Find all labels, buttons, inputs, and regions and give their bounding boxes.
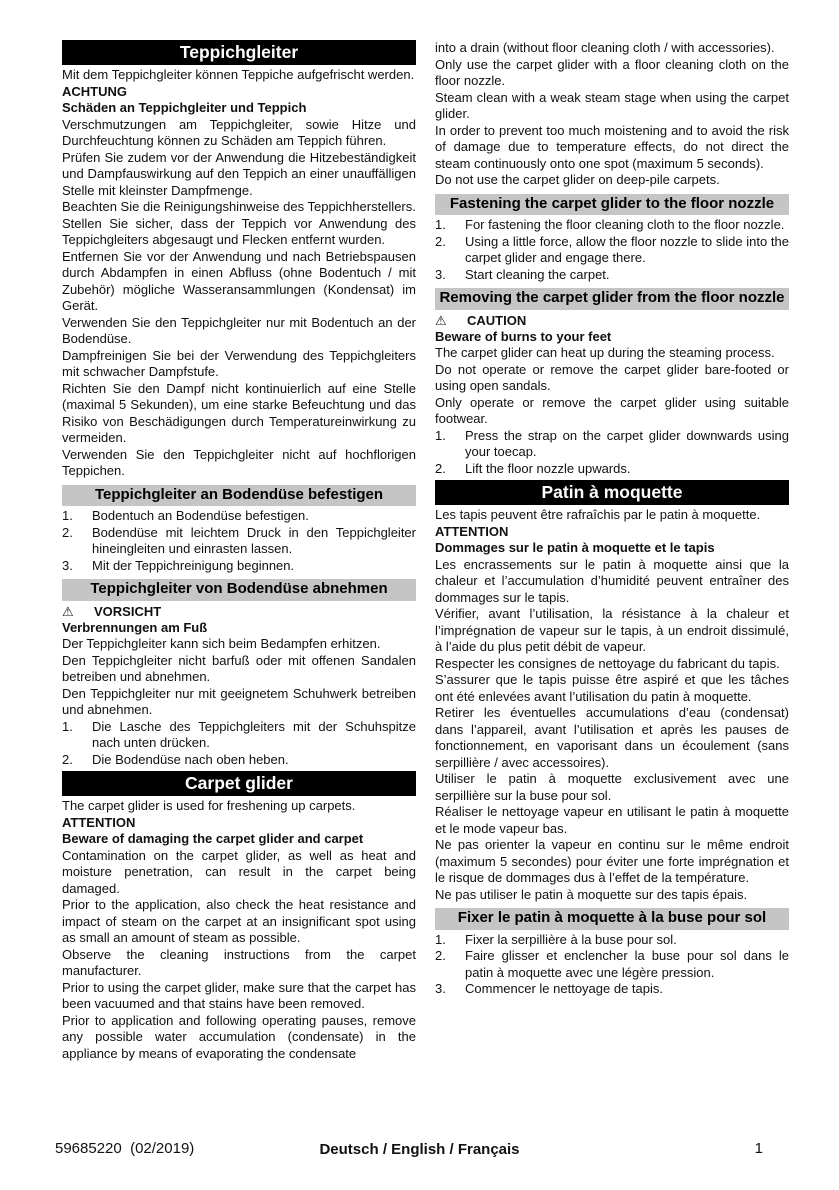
paragraph: Prior to application and following operating pauses, remove any possible water accumulation (condensate) in the appliance by means of evaporating the condensate <box>62 1012 416 1061</box>
list-item <box>435 932 789 949</box>
paragraph: Only use the carpet glider with a floor cleaning cloth on the floor nozzle. <box>435 56 789 88</box>
paragraph: The carpet glider is used for freshening up carpets. <box>62 798 356 813</box>
list-item <box>62 752 416 769</box>
bold-heading: Schäden an Teppichgleiter und Teppich <box>62 100 307 115</box>
list-item-text: Using a little force, allow the floor nozzle to slide into the carpet glider and engage there. <box>465 233 789 265</box>
paragraph: Respecter les consignes de nettoyage du fabricant du tapis. <box>435 655 780 671</box>
page-number: 1 <box>754 1140 763 1157</box>
paragraph: Utiliser le patin à moquette exclusivement avec une serpillière sur la buse pour sol. <box>435 771 789 803</box>
paragraph: Verwenden Sie den Teppichgleiter nur mit Bodentuch an der Bodendüse. <box>62 314 416 346</box>
list-item-number: 3. <box>435 981 446 996</box>
section-header-secondary: Fastening the carpet glider to the floor nozzle <box>435 194 789 216</box>
list-item-number: 2. <box>435 460 446 476</box>
list-item-number: 3. <box>62 557 73 573</box>
paragraph: In order to prevent too much moistening and to avoid the risk of damage due to temperature effects, do not direct the steam continuously onto one spot (maximum 5 seconds). <box>435 122 789 171</box>
bold-heading: Verbrennungen am Fuß <box>62 619 208 635</box>
numbered-list <box>435 217 789 283</box>
list-item-text: Fixer la serpillière à la buse pour sol. <box>465 931 677 947</box>
paragraph: Contamination on the carpet glider, as well as heat and moisture penetration, can result in the carpet being damaged. <box>62 847 416 896</box>
list-item-number: 2. <box>62 751 73 767</box>
list-item-text: Lift the floor nozzle upwards. <box>465 460 631 476</box>
list-item-text: Bodentuch an Bodendüse befestigen. <box>92 508 309 523</box>
list-item-text: Start cleaning the carpet. <box>465 266 610 282</box>
paragraph: Prüfen Sie zudem vor der Anwendung die Hitzebeständigkeit und Dampfauswirkung auf den Teppich an einer unauffälligen Stelle mit kleinster Dampfmenge. <box>62 149 416 198</box>
list-item <box>435 461 789 478</box>
signal-word: CAUTION <box>467 312 527 328</box>
part-number: 59685220 (02/2019) <box>55 1140 195 1157</box>
paragraph: Prior to using the carpet glider, make sure that the carpet has been vacuumed and that stains have been removed. <box>62 979 416 1011</box>
paragraph: Les tapis peuvent être rafraîchis par le patin à moquette. <box>435 507 761 522</box>
paragraph: Stellen Sie sicher, dass der Teppich vor Anwendung des Teppichgleiters abgesaugt und Flecken entfernt wurden. <box>62 215 416 247</box>
languages-label: Deutsch / English / Français <box>319 1141 520 1158</box>
list-item-number: 1. <box>435 217 446 232</box>
paragraph: The carpet glider can heat up during the steaming process. <box>435 345 775 360</box>
paragraph: Do not operate or remove the carpet glider bare-footed or using open sandals. <box>435 361 789 393</box>
paragraph: Vérifier, avant l’utilisation, la résistance à la chaleur et l’imprégnation de vapeur sur le tapis, à un endroit dissimulé, à l’aide du plus petit débit de vapeur. <box>435 606 789 654</box>
signal-word: VORSICHT <box>94 603 162 619</box>
section-header-secondary: Teppichgleiter von Bodendüse abnehmen <box>62 579 416 601</box>
numbered-list <box>62 508 416 574</box>
paragraph: Observe the cleaning instructions from the carpet manufacturer. <box>62 946 416 978</box>
paragraph: Den Teppichgleiter nur mit geeignetem Schuhwerk betreiben und abnehmen. <box>62 685 416 717</box>
paragraph: Do not use the carpet glider on deep-pile carpets. <box>435 172 720 187</box>
list-item <box>435 981 789 998</box>
list-item-text: For fastening the floor cleaning cloth to the floor nozzle. <box>465 217 785 232</box>
column-left <box>62 40 416 1062</box>
paragraph: Verschmutzungen am Teppichgleiter, sowie Hitze und Durchfeuchtung können zu Schäden am Teppich führen. <box>62 116 416 148</box>
list-item-number: 1. <box>435 427 446 443</box>
warning-triangle-icon: ⚠ <box>62 603 74 619</box>
list-item-text: Mit der Teppichreinigung beginnen. <box>92 557 295 573</box>
list-item <box>62 719 416 752</box>
paragraph: Den Teppichgleiter nicht barfuß oder mit offenen Sandalen betreiben und abnehmen. <box>62 652 416 684</box>
list-item <box>435 217 789 234</box>
paragraph: Entfernen Sie vor der Anwendung und nach Betriebspausen durch Abdampfen in einen Abfluss (ohne Bodentuch / mit Zubehör) mögliche Wasseransammlungen (Kondensat) im Gerät. <box>62 248 416 313</box>
list-item-number: 3. <box>435 266 446 282</box>
list-item-text: Faire glisser et enclencher la buse pour sol dans le patin à moquette avec une légère pression. <box>465 948 789 980</box>
list-item-number: 2. <box>435 948 446 963</box>
bold-heading: ATTENTION <box>435 523 509 539</box>
paragraph: Retirer les éventuelles accumulations d’eau (condensat) dans l’appareil, avant l’utilisation et après les pauses de fonctionnement, en vaporisant dans un écoulement (sans serpillière / avec accessoires). <box>435 705 789 770</box>
paragraph: Ne pas utiliser le patin à moquette sur des tapis épais. <box>435 886 748 902</box>
section-header-secondary: Removing the carpet glider from the floor nozzle <box>435 288 789 310</box>
paragraph: into a drain (without floor cleaning cloth / with accessories). <box>435 40 775 55</box>
paragraph: Der Teppichgleiter kann sich beim Bedampfen erhitzen. <box>62 636 381 651</box>
list-item-text: Commencer le nettoyage de tapis. <box>465 981 663 996</box>
list-item <box>435 234 789 267</box>
list-item <box>435 948 789 981</box>
paragraph: Les encrassements sur le patin à moquette ainsi que la chaleur et l’accumulation d’humidité peuvent entraîner des dommages sur le tapis. <box>435 556 789 605</box>
list-item <box>62 508 416 525</box>
list-item-number: 1. <box>435 931 446 947</box>
paragraph: Beachten Sie die Reinigungshinweise des Teppichherstellers. <box>62 199 416 214</box>
numbered-list <box>435 932 789 998</box>
section-header-primary: Patin à moquette <box>435 480 789 505</box>
paragraph: Dampfreinigen Sie bei der Verwendung des Teppichgleiters mit schwacher Dampfstufe. <box>62 347 416 379</box>
content-columns <box>62 40 789 1062</box>
list-item <box>435 428 789 461</box>
list-item <box>62 525 416 558</box>
paragraph: Prior to the application, also check the heat resistance and impact of steam on the carpet at an insignificant spot using as small an amount of steam as possible. <box>62 897 416 945</box>
list-item <box>435 267 789 284</box>
paragraph: Mit dem Teppichgleiter können Teppiche aufgefrischt werden. <box>62 67 415 82</box>
bold-heading: ATTENTION <box>62 814 136 830</box>
column-right <box>435 40 789 1062</box>
paragraph: S’assurer que le tapis puisse être aspiré et que les tâches ont été enlevées avant l’utilisation du patin à moquette. <box>435 672 789 704</box>
paragraph: Steam clean with a weak steam stage when using the carpet glider. <box>435 89 789 121</box>
bold-heading: Dommages sur le patin à moquette et le tapis <box>435 540 715 555</box>
numbered-list <box>435 428 789 478</box>
bold-heading: Beware of burns to your feet <box>435 328 612 344</box>
paragraph: Réaliser le nettoyage vapeur en utilisant le patin à moquette et le mode vapeur bas. <box>435 804 789 836</box>
section-header-secondary: Teppichgleiter an Bodendüse befestigen <box>62 485 416 507</box>
paragraph: Richten Sie den Dampf nicht kontinuierlich auf eine Stelle (maximal 5 Sekunden), um eine starke Befeuchtung und das Risiko von Beschädigungen durch Temperatureinwirkung zu vermeiden. <box>62 380 416 445</box>
bold-heading: Beware of damaging the carpet glider and carpet <box>62 831 364 846</box>
paragraph: Only operate or remove the carpet glider using suitable footwear. <box>435 394 789 426</box>
list-item-number: 1. <box>62 508 73 523</box>
caution-line <box>435 312 789 329</box>
list-item-text: Die Lasche des Teppichgleiters mit der Schuhspitze nach unten drücken. <box>92 718 416 750</box>
numbered-list <box>62 719 416 769</box>
list-item-text: Die Bodendüse nach oben heben. <box>92 751 289 767</box>
page-footer <box>0 1140 839 1162</box>
bold-heading: ACHTUNG <box>62 83 127 99</box>
section-header-secondary: Fixer le patin à moquette à la buse pour sol <box>435 908 789 930</box>
section-header-primary: Carpet glider <box>62 771 416 796</box>
list-item-number: 2. <box>62 524 73 540</box>
section-header-primary: Teppichgleiter <box>62 40 416 65</box>
list-item-text: Bodendüse mit leichtem Druck in den Teppichgleiter hineingleiten und einrasten lassen. <box>92 524 416 556</box>
list-item <box>62 558 416 575</box>
list-item-number: 2. <box>435 233 446 249</box>
list-item-text: Press the strap on the carpet glider downwards using your toecap. <box>465 427 789 459</box>
paragraph: Verwenden Sie den Teppichgleiter nicht auf hochflorigen Teppichen. <box>62 446 416 478</box>
caution-line <box>62 603 416 620</box>
paragraph: Ne pas orienter la vapeur en continu sur le même endroit (maximum 5 secondes) pour éviter une forte imprégnation et le risque de dommages dus à l’effet de la température. <box>435 837 789 885</box>
warning-triangle-icon: ⚠ <box>435 312 447 328</box>
list-item-number: 1. <box>62 718 73 734</box>
